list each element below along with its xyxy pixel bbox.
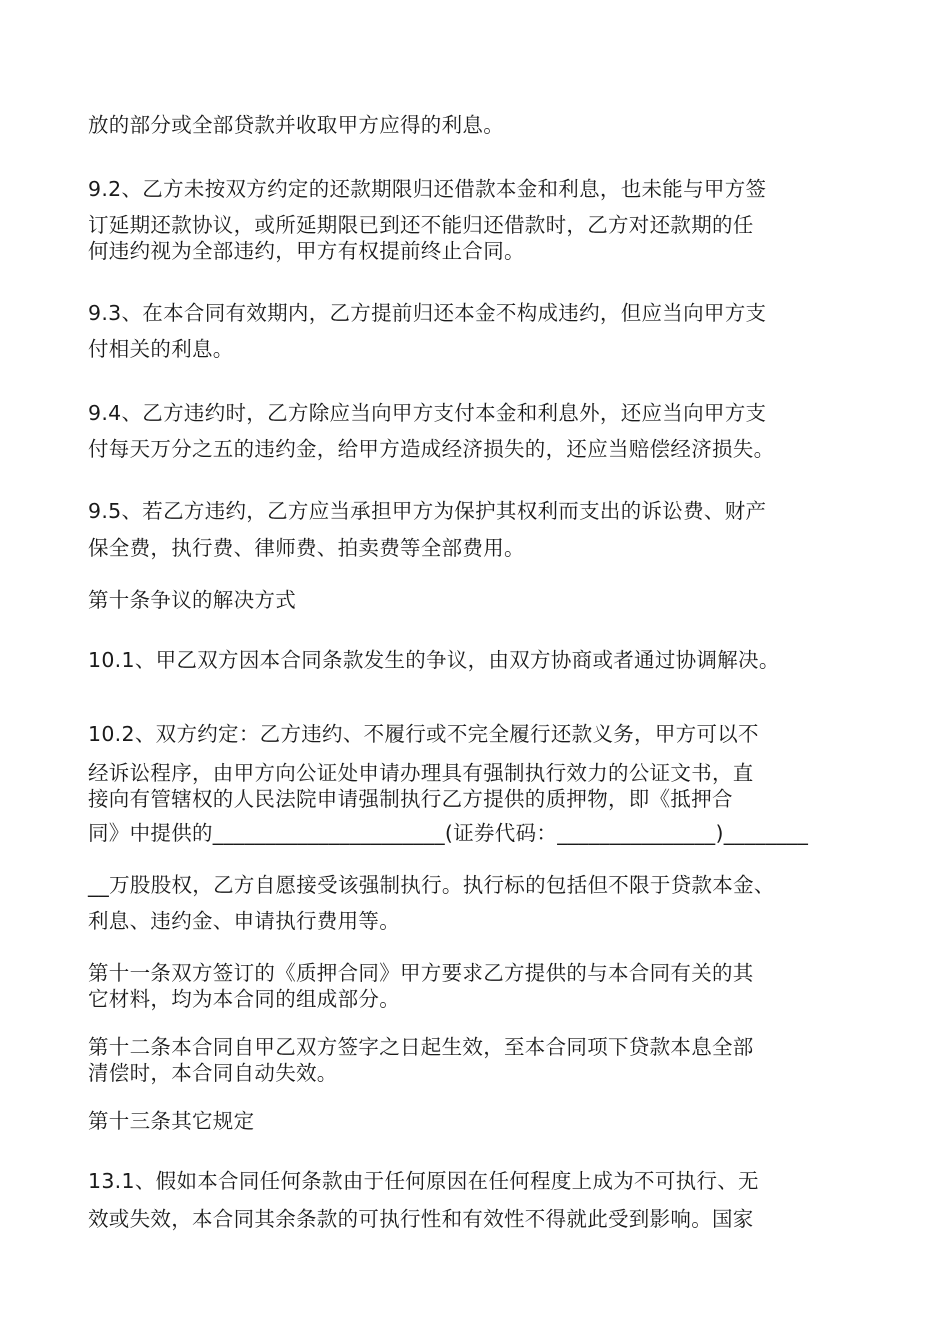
text-line: 接向有管辖权的人民法院申请强制执行乙方提供的质押物，即《抵押合 xyxy=(88,787,733,811)
text-line: 订延期还款协议，或所延期限已到还不能归还借款时，乙方对还款期的任 xyxy=(88,213,754,237)
text-line: 10.1、甲乙双方因本合同条款发生的争议，由双方协商或者通过协调解决。 xyxy=(88,648,780,672)
text-line: __万股股权，乙方自愿接受该强制执行。执行标的包括但不限于贷款本金、 xyxy=(88,873,775,897)
text-line-blank-fields: 同》中提供的______________________(证券代码：_______________)________ xyxy=(88,821,809,845)
text-line: 经诉讼程序，由甲方向公证处申请办理具有强制执行效力的公证文书，直 xyxy=(88,761,754,785)
section-heading: 第十一条双方签订的《质押合同》甲方要求乙方提供的与本合同有关的其 xyxy=(88,961,754,985)
text-line: 9.3、在本合同有效期内，乙方提前归还本金不构成违约，但应当向甲方支 xyxy=(88,301,767,325)
text-line: 放的部分或全部贷款并收取甲方应得的利息。 xyxy=(88,113,504,137)
text-line: 9.5、若乙方违约，乙方应当承担甲方为保护其权利而支出的诉讼费、财产 xyxy=(88,499,767,523)
text-line: 10.2、双方约定：乙方违约、不履行或不完全履行还款义务，甲方可以不 xyxy=(88,722,759,746)
text-line: 保全费，执行费、律师费、拍卖费等全部费用。 xyxy=(88,536,525,560)
text-line: 利息、违约金、申请执行费用等。 xyxy=(88,909,400,933)
text-line: 9.2、乙方未按双方约定的还款期限归还借款本金和利息，也未能与甲方签 xyxy=(88,177,767,201)
text-line: 9.4、乙方违约时，乙方除应当向甲方支付本金和利息外，还应当向甲方支 xyxy=(88,401,767,425)
text-line: 何违约视为全部违约，甲方有权提前终止合同。 xyxy=(88,239,525,263)
text-line: 13.1、假如本合同任何条款由于任何原因在任何程度上成为不可执行、无 xyxy=(88,1169,759,1193)
text-line: 清偿时，本合同自动失效。 xyxy=(88,1061,338,1085)
text-line: 付每天万分之五的违约金，给甲方造成经济损失的，还应当赔偿经济损失。 xyxy=(88,437,775,461)
section-heading: 第十三条其它规定 xyxy=(88,1109,255,1133)
text-line: 效或失效，本合同其余条款的可执行性和有效性不得就此受到影响。国家 xyxy=(88,1207,754,1231)
section-heading: 第十二条本合同自甲乙双方签字之日起生效，至本合同项下贷款本息全部 xyxy=(88,1035,754,1059)
section-heading: 第十条争议的解决方式 xyxy=(88,588,296,612)
text-line: 它材料，均为本合同的组成部分。 xyxy=(88,987,400,1011)
text-line: 付相关的利息。 xyxy=(88,337,234,361)
